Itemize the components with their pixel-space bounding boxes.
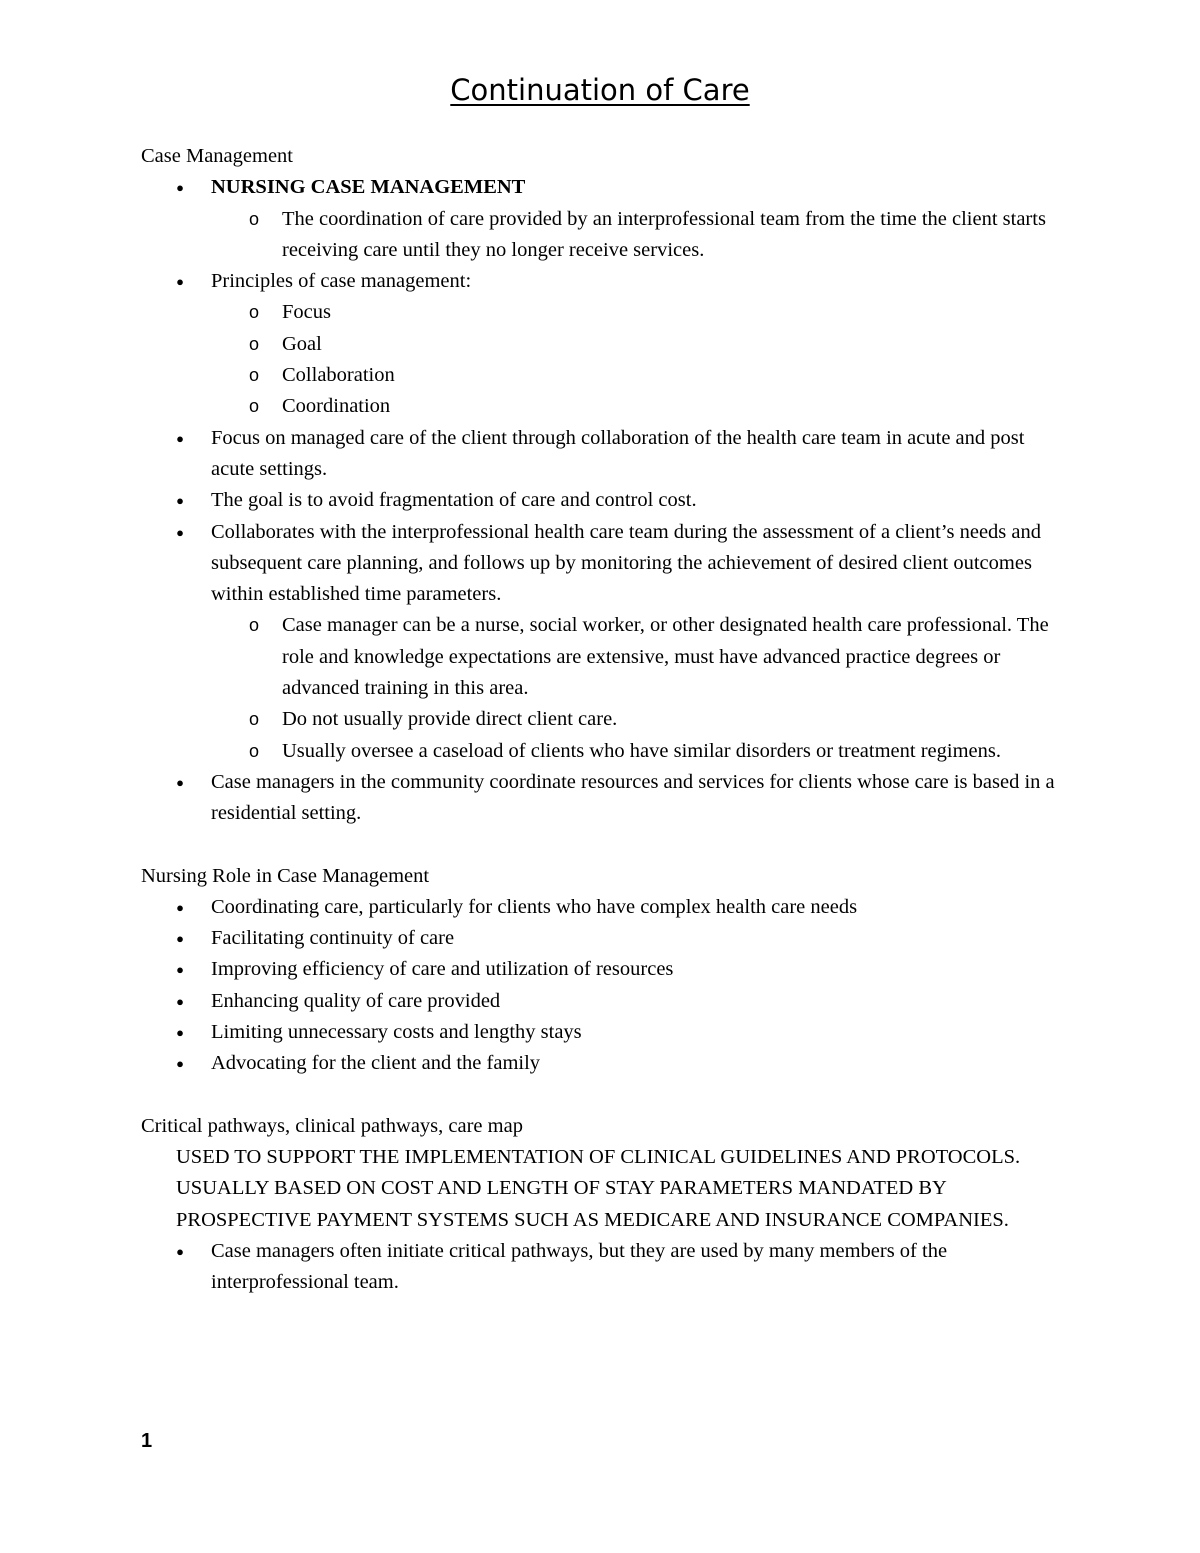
bullet-icon: ● <box>176 899 184 915</box>
bullet-icon: ● <box>176 1025 184 1041</box>
list-item-text: Advocating for the client and the family <box>211 1052 541 1075</box>
list-item-text: Enhancing quality of care provided <box>211 989 501 1012</box>
list-item <box>141 767 1071 830</box>
sub-list-item <box>211 297 1071 328</box>
sub-list-item-text: Collaboration <box>282 364 395 387</box>
list-item <box>141 423 1071 486</box>
bullet-icon: ● <box>176 931 184 947</box>
sub-list-item-text: Do not usually provide direct client care. <box>282 708 618 731</box>
list-item <box>141 986 1071 1017</box>
sub-list <box>211 297 1071 422</box>
sub-bullet-icon: o <box>248 740 259 761</box>
sub-bullet-icon: o <box>248 709 259 730</box>
caps-paragraph: USUALLY BASED ON COST AND LENGTH OF STAY PARAMETERS MANDATED BY PROSPECTIVE PAYMENT SYSTEMS SUCH AS MEDICARE AND INSURANCE COMPANIES. <box>176 1177 1009 1231</box>
list-item-text: Case managers in the community coordinate resources and services for clients whose care is based in a residential setting. <box>211 770 1055 825</box>
list-item <box>141 1048 1071 1079</box>
sub-list-item-text: Case manager can be a nurse, social worker, or other designated health care professional. The role and knowledge expectations are extensive, must have advanced practice degrees or advanced training in this area. <box>282 614 1049 700</box>
sub-list-item-text: Focus <box>282 301 331 324</box>
nursing-role-list <box>141 892 1071 1080</box>
bullet-icon: ● <box>176 1243 184 1259</box>
bullet-icon: ● <box>176 274 184 290</box>
list-item-text: Limiting unnecessary costs and lengthy stays <box>211 1021 582 1044</box>
bullet-icon: ● <box>176 430 184 446</box>
list-item <box>141 485 1071 516</box>
list-item <box>141 1236 1071 1299</box>
critical-pathways-list <box>141 1236 1071 1299</box>
sub-bullet-icon: o <box>248 208 259 229</box>
sub-bullet-icon: o <box>248 365 259 386</box>
sub-list-item-text: The coordination of care provided by an interprofessional team from the time the client starts receiving care until they no longer receive services. <box>282 207 1046 261</box>
list-item-text: Coordinating care, particularly for clients who have complex health care needs <box>211 895 858 918</box>
list-item <box>141 517 1071 767</box>
caps-paragraph: USED TO SUPPORT THE IMPLEMENTATION OF CLINICAL GUIDELINES AND PROTOCOLS. <box>176 1145 1021 1168</box>
list-item <box>141 923 1071 954</box>
sub-list-item <box>211 391 1071 422</box>
list-item <box>141 892 1071 923</box>
sub-list <box>211 204 1071 267</box>
sub-list-item <box>211 610 1071 704</box>
list-item-text: Facilitating continuity of care <box>211 927 455 950</box>
list-item-text: Collaborates with the interprofessional health care team during the assessment of a client’s needs and subsequent care planning, and follows up by monitoring the achievement of desired client outcomes within established time parameters. <box>211 520 1041 606</box>
list-item <box>141 266 1071 422</box>
bullet-icon: ● <box>176 493 184 509</box>
list-item <box>141 172 1071 266</box>
spacer <box>141 830 1071 861</box>
section-heading-case-management: Case Management <box>141 145 293 167</box>
page-number: 1 <box>141 1430 153 1452</box>
list-item-text: The goal is to avoid fragmentation of care and control cost. <box>211 489 697 512</box>
bullet-icon: ● <box>176 962 184 978</box>
document-body <box>141 141 1071 1298</box>
sub-bullet-icon: o <box>248 333 259 354</box>
sub-bullet-icon: o <box>248 615 259 636</box>
bullet-icon: ● <box>176 1056 184 1072</box>
list-item <box>141 1017 1071 1048</box>
sub-bullet-icon: o <box>248 396 259 417</box>
sub-list-item <box>211 329 1071 360</box>
spacer <box>141 1080 1071 1111</box>
bullet-icon: ● <box>176 993 184 1009</box>
case-management-list <box>141 172 1071 829</box>
list-item-text: Case managers often initiate critical pathways, but they are used by many members of the interprofessional team. <box>211 1239 948 1294</box>
list-item <box>141 954 1071 985</box>
list-item-text: Focus on managed care of the client through collaboration of the health care team in acute and post acute settings. <box>211 426 1025 480</box>
bullet-icon: ● <box>176 524 184 540</box>
list-item-text: NURSING CASE MANAGEMENT <box>211 176 526 199</box>
sub-list-item-text: Usually oversee a caseload of clients who have similar disorders or treatment regimens. <box>282 739 1001 762</box>
document-title: Continuation of Care <box>450 73 750 107</box>
sub-list-item <box>211 736 1071 767</box>
list-item-text: Principles of case management: <box>211 270 472 293</box>
sub-list-item <box>211 704 1071 735</box>
sub-list-item <box>211 204 1071 267</box>
sub-bullet-icon: o <box>248 302 259 323</box>
section-heading-nursing-role: Nursing Role in Case Management <box>141 864 430 887</box>
sub-list-item-text: Goal <box>282 332 322 355</box>
bullet-icon: ● <box>176 180 184 196</box>
bullet-icon: ● <box>176 774 184 790</box>
sub-list-item-text: Coordination <box>282 395 391 418</box>
section-heading-critical-pathways: Critical pathways, clinical pathways, care map <box>141 1114 523 1137</box>
sub-list <box>211 610 1071 766</box>
list-item-text: Improving efficiency of care and utilization of resources <box>211 958 674 981</box>
sub-list-item <box>211 360 1071 391</box>
